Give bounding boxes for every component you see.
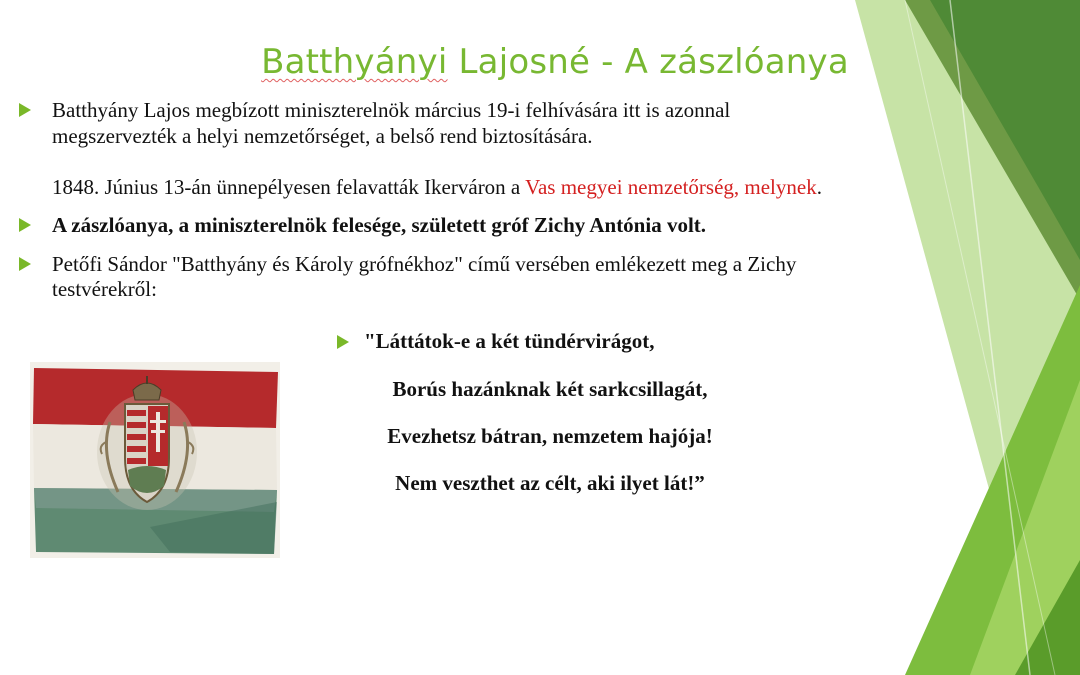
poem-line-2: Borús hazánknak két sarkcsillagát, — [392, 377, 708, 401]
title-part2: Lajosné - A zászlóanya — [447, 42, 849, 82]
title-part1: Batthyányi — [261, 42, 448, 82]
flag-image — [30, 362, 280, 558]
bullet-1-line-3-text: 1848. Június 13-án ünnepélyesen felavatták Ikerváron a — [52, 175, 526, 199]
bullet-2-text: A zászlóanya, a miniszterelnök felesége, született gróf Zichy Antónia volt. — [52, 213, 707, 237]
bullet-1-line-1: Batthyány Lajos megbízott miniszterelnök március 19-i felhívására itt is azonnal — [52, 98, 731, 122]
poem-line-3: Evezhetsz bátran, nemzetem hajója! — [387, 424, 713, 448]
slide-title — [0, 42, 1080, 82]
bullet-arrow-icon — [19, 218, 31, 232]
bullet-arrow-icon — [337, 335, 349, 349]
bullet-1-line-3 — [52, 175, 822, 200]
bullet-3-line-1: Petőfi Sándor "Batthyány és Károly grófnékhoz" című versében emlékezett meg a Zichy — [52, 252, 797, 276]
bullet-3-line-2: testvérekről: — [52, 277, 157, 301]
bullet-arrow-icon — [19, 103, 31, 117]
bullet-1-line-3-end: . — [816, 175, 822, 199]
bullet-1-highlight: Vas megyei nemzetőrség, melynek — [525, 175, 817, 199]
bullet-arrow-icon — [19, 257, 31, 271]
poem-line-4: Nem veszthet az célt, aki ilyet lát!” — [395, 471, 705, 495]
poem-line-1: "Láttátok-e a két tündérvirágot, — [364, 329, 655, 353]
bullet-1-line-2: megszervezték a helyi nemzetőrséget, a belső rend biztosítására. — [52, 124, 593, 148]
